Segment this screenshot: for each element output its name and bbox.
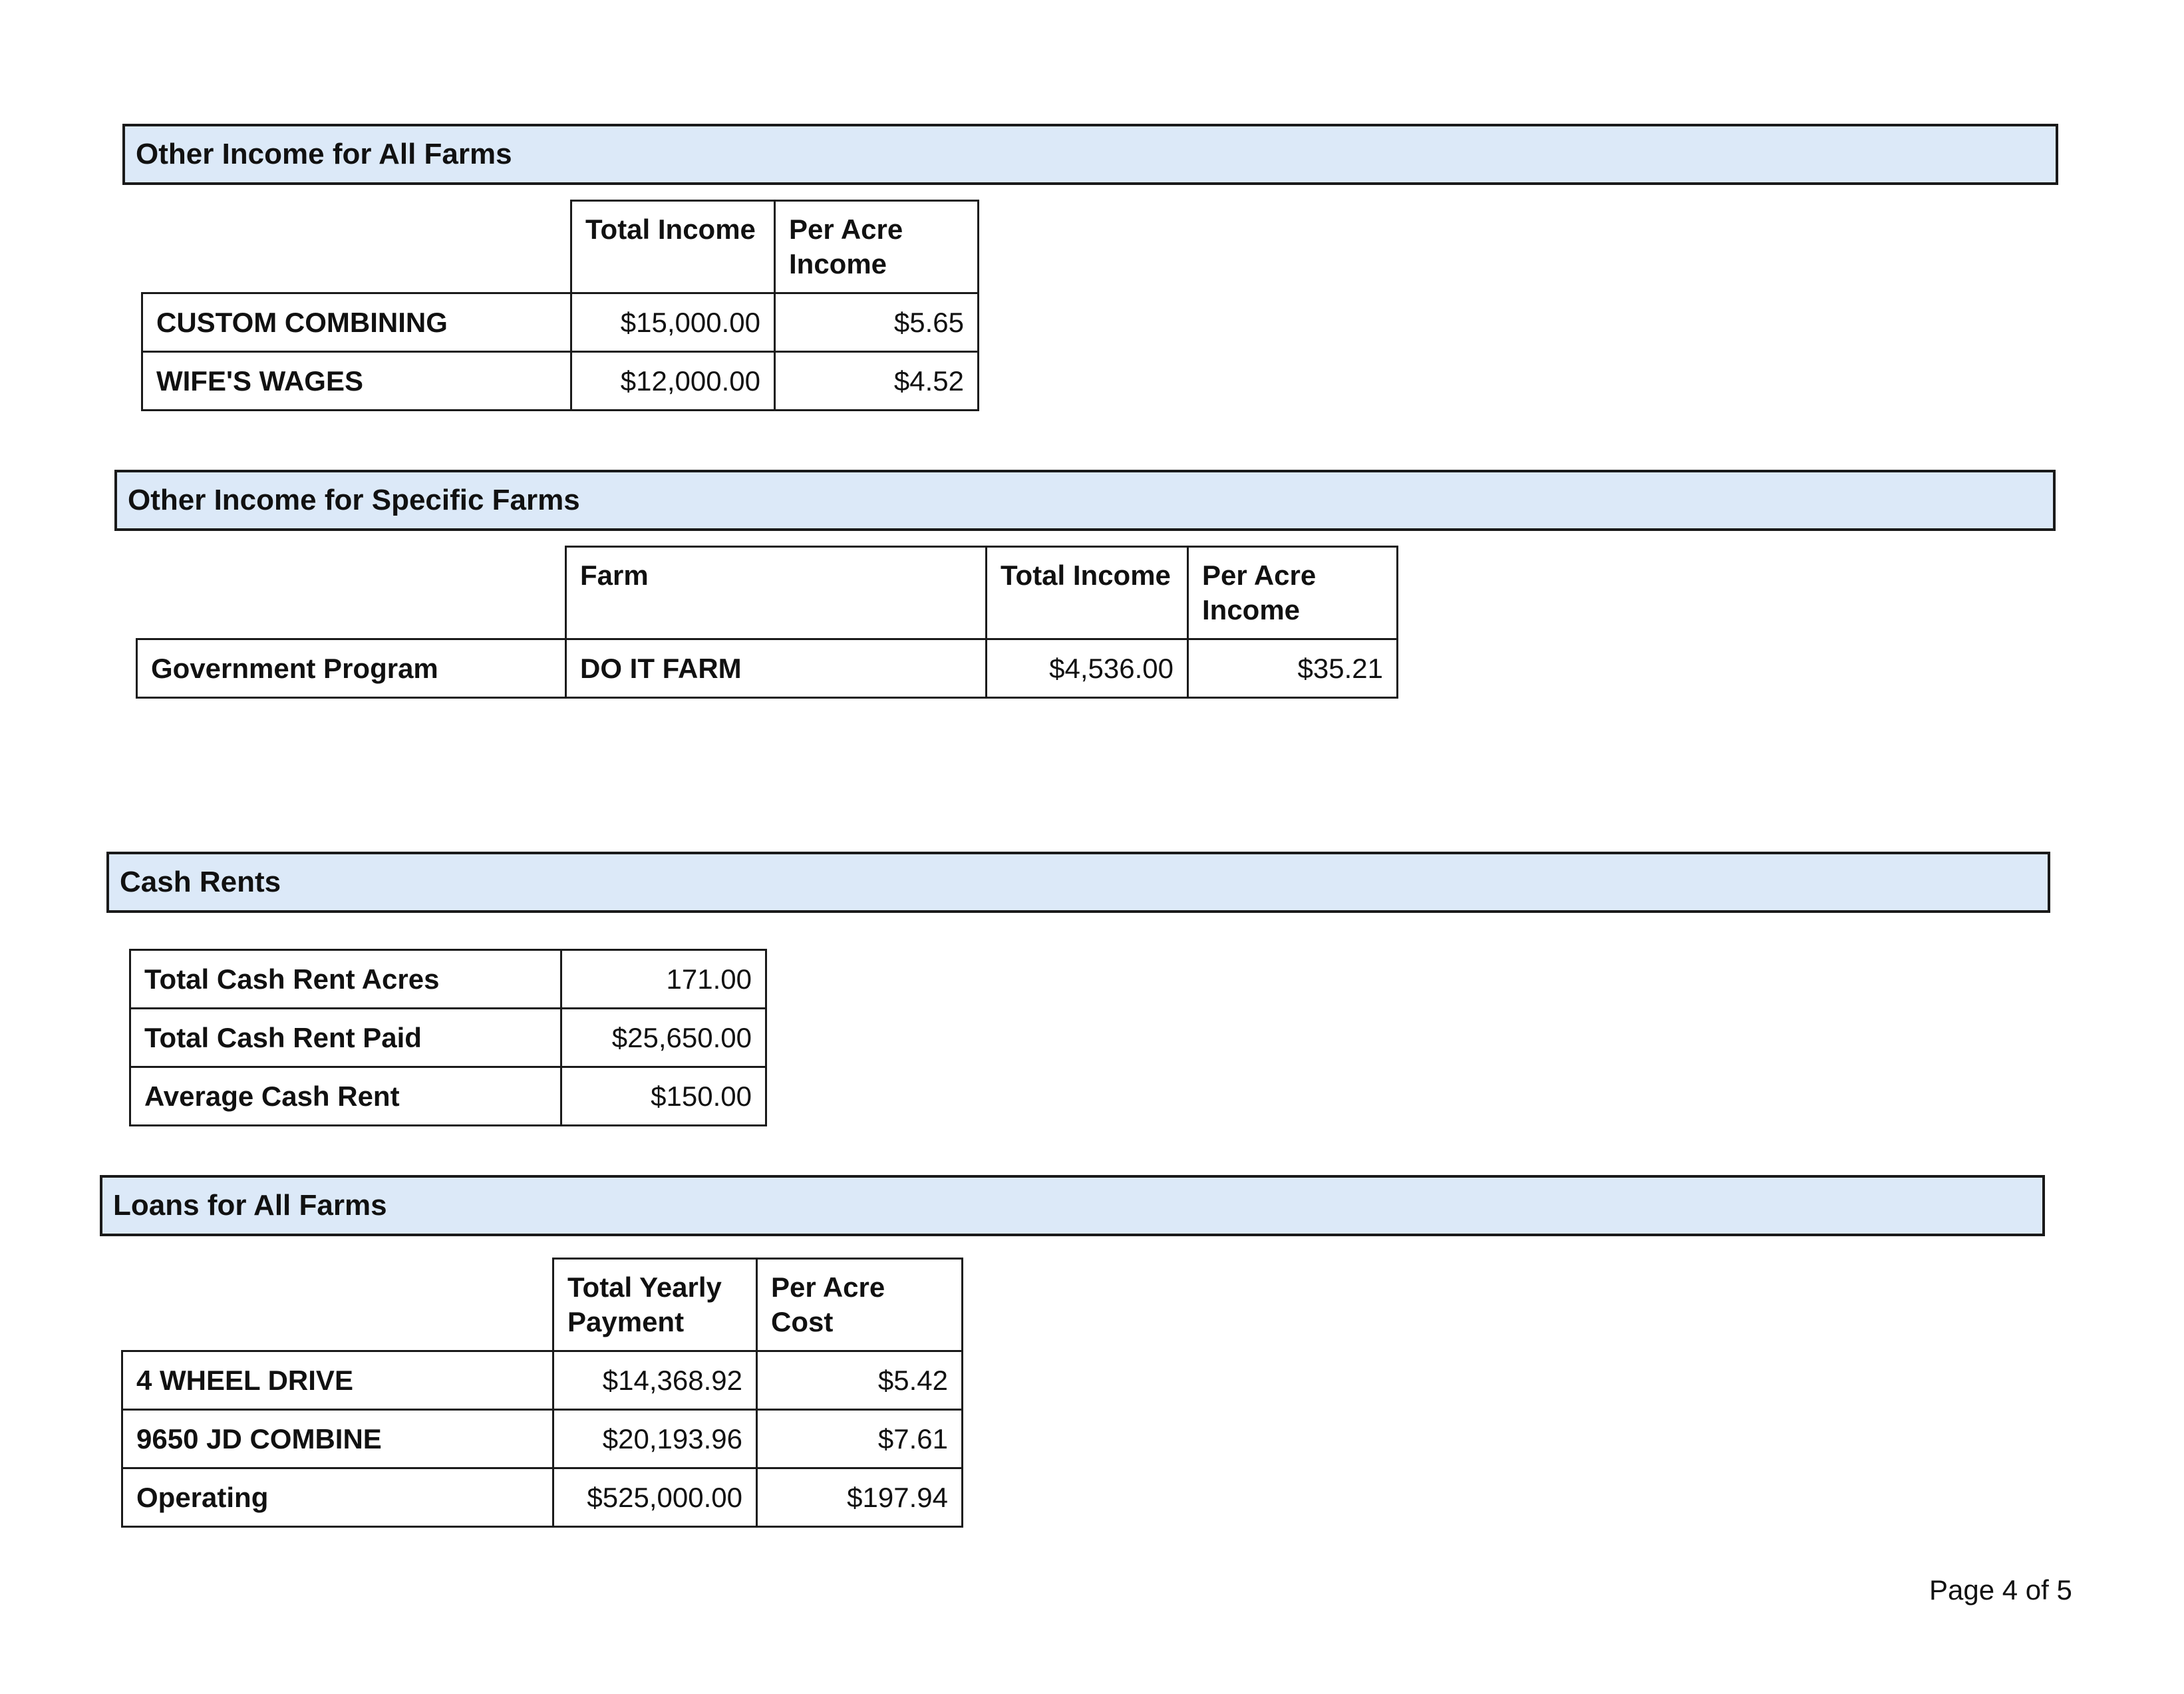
row-label: Total Cash Rent Acres	[130, 950, 561, 1009]
per-acre-cell: $35.21	[1188, 639, 1398, 698]
loans-table	[121, 1258, 963, 1528]
row-label: WIFE'S WAGES	[142, 352, 571, 411]
section-title: Loans for All Farms	[113, 1189, 387, 1222]
table-row	[142, 352, 979, 411]
value-cell: 171.00	[561, 950, 766, 1009]
farm-cell: DO IT FARM	[566, 639, 987, 698]
per-acre-cell: $7.61	[757, 1410, 963, 1468]
per-acre-cell: $4.52	[775, 352, 979, 411]
row-label: Total Cash Rent Paid	[130, 1009, 561, 1067]
column-header: Farm	[566, 547, 987, 639]
column-header: Per Acre Income	[1188, 547, 1398, 639]
table-header-row	[137, 547, 1398, 639]
section-title: Other Income for Specific Farms	[128, 484, 580, 516]
table-row	[130, 1009, 766, 1067]
per-acre-cell: $5.42	[757, 1351, 963, 1410]
total-payment-cell: $14,368.92	[553, 1351, 757, 1410]
section-header-other-income-specific	[114, 470, 2056, 531]
column-header: Total Income	[987, 547, 1188, 639]
table-header-row	[142, 201, 979, 293]
table-row	[137, 639, 1398, 698]
per-acre-cell: $5.65	[775, 293, 979, 352]
row-label: 9650 JD COMBINE	[122, 1410, 553, 1468]
row-label: Average Cash Rent	[130, 1067, 561, 1126]
column-header: Per Acre Income	[775, 201, 979, 293]
per-acre-cell: $197.94	[757, 1468, 963, 1527]
section-header-cash-rents	[106, 852, 2050, 913]
page-number: Page 4 of 5	[1929, 1574, 2072, 1606]
table-row	[142, 293, 979, 352]
row-label: 4 WHEEL DRIVE	[122, 1351, 553, 1410]
section-title: Cash Rents	[120, 866, 281, 898]
table-header-row	[122, 1259, 963, 1351]
table-row	[130, 1067, 766, 1126]
row-label: Government Program	[137, 639, 566, 698]
total-income-cell: $4,536.00	[987, 639, 1188, 698]
table-row	[122, 1468, 963, 1527]
table-row	[122, 1410, 963, 1468]
row-label: CUSTOM COMBINING	[142, 293, 571, 352]
row-label: Operating	[122, 1468, 553, 1527]
table-row	[130, 950, 766, 1009]
value-cell: $25,650.00	[561, 1009, 766, 1067]
table-row	[122, 1351, 963, 1410]
column-header: Total Income	[571, 201, 775, 293]
other-income-all-table	[141, 200, 979, 411]
column-header: Total Yearly Payment	[553, 1259, 757, 1351]
total-income-cell: $12,000.00	[571, 352, 775, 411]
column-header: Per Acre Cost	[757, 1259, 963, 1351]
total-payment-cell: $525,000.00	[553, 1468, 757, 1527]
section-header-loans	[100, 1175, 2045, 1236]
section-header-other-income-all	[122, 124, 2058, 185]
section-title: Other Income for All Farms	[136, 138, 512, 170]
other-income-specific-table	[136, 546, 1398, 699]
total-payment-cell: $20,193.96	[553, 1410, 757, 1468]
total-income-cell: $15,000.00	[571, 293, 775, 352]
cash-rents-table	[129, 949, 767, 1126]
value-cell: $150.00	[561, 1067, 766, 1126]
